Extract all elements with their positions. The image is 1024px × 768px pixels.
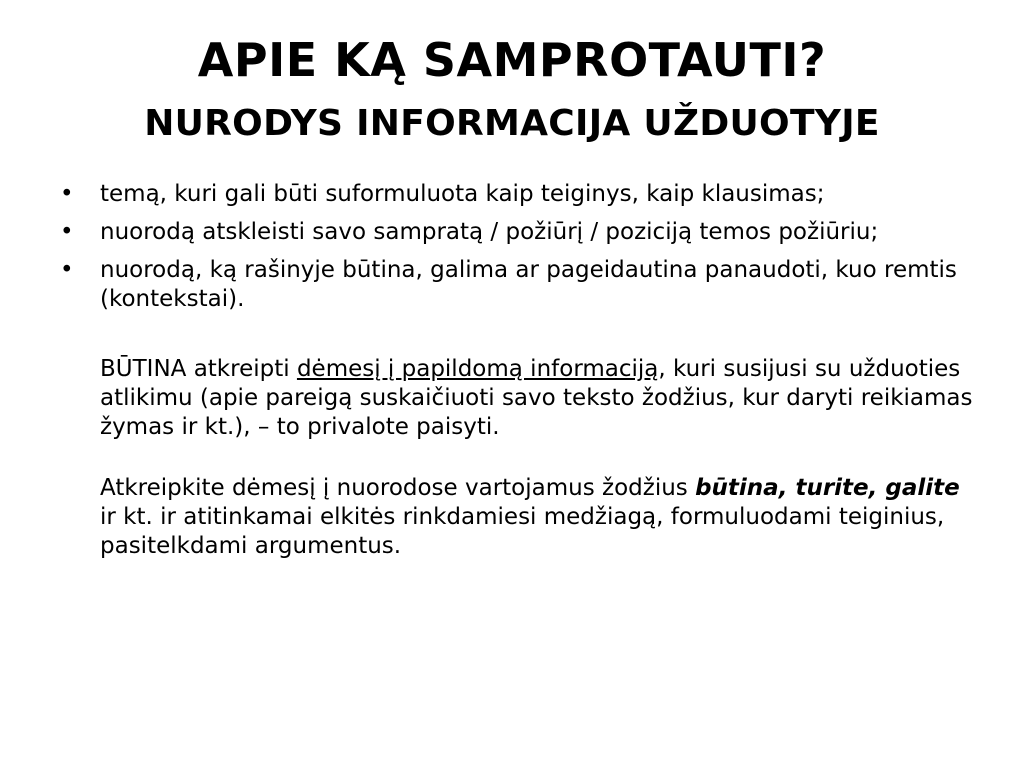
title-block <box>40 30 984 148</box>
slide-subtitle: NURODYS INFORMACIJA UŽDUOTYJE <box>144 103 880 144</box>
slide-title: APIE KĄ SAMPROTAUTI? <box>197 33 827 87</box>
paragraph-keywords-note <box>60 474 980 561</box>
bullet-icon: • <box>60 257 74 283</box>
paragraph2-emphasis-text: būtina, turite, galite <box>695 475 960 501</box>
bullet-text: temą, kuri gali būti suformuluota kaip teiginys, kaip klausimas; <box>100 181 825 207</box>
slide-content <box>60 180 980 561</box>
paragraph2-text-end: ir kt. ir atitinkamai elkitės rinkdamiesi medžiagą, formuluodami teiginius, pasitelkdami argumentus. <box>100 504 945 559</box>
bullet-text: nuorodą atskleisti savo sampratą / požiūrį / poziciją temos požiūriu; <box>100 219 879 245</box>
paragraph-required-attention <box>60 355 980 442</box>
bullet-item <box>60 218 980 247</box>
bullet-item <box>60 180 980 209</box>
paragraph2-text-start: Atkreipkite dėmesį į nuorodose vartojamus žodžius <box>100 475 696 501</box>
paragraph1-text-end: , kuri susijusi su užduoties atlikimu (apie pareigą suskaičiuoti savo teksto žodžius, kur daryti reikiamas žymas ir kt.), – to privalote paisyti. <box>100 356 973 440</box>
bullet-icon: • <box>60 181 74 207</box>
bullet-list <box>60 180 980 314</box>
bullet-icon: • <box>60 219 74 245</box>
bullet-item <box>60 256 980 314</box>
bullet-text: nuorodą, ką rašinyje būtina, galima ar pageidautina panaudoti, kuo remtis (kontekstai). <box>100 257 957 312</box>
paragraph1-text-start: BŪTINA atkreipti <box>100 356 297 382</box>
paragraph1-underlined-text: dėmesį į papildomą informaciją <box>296 356 659 382</box>
